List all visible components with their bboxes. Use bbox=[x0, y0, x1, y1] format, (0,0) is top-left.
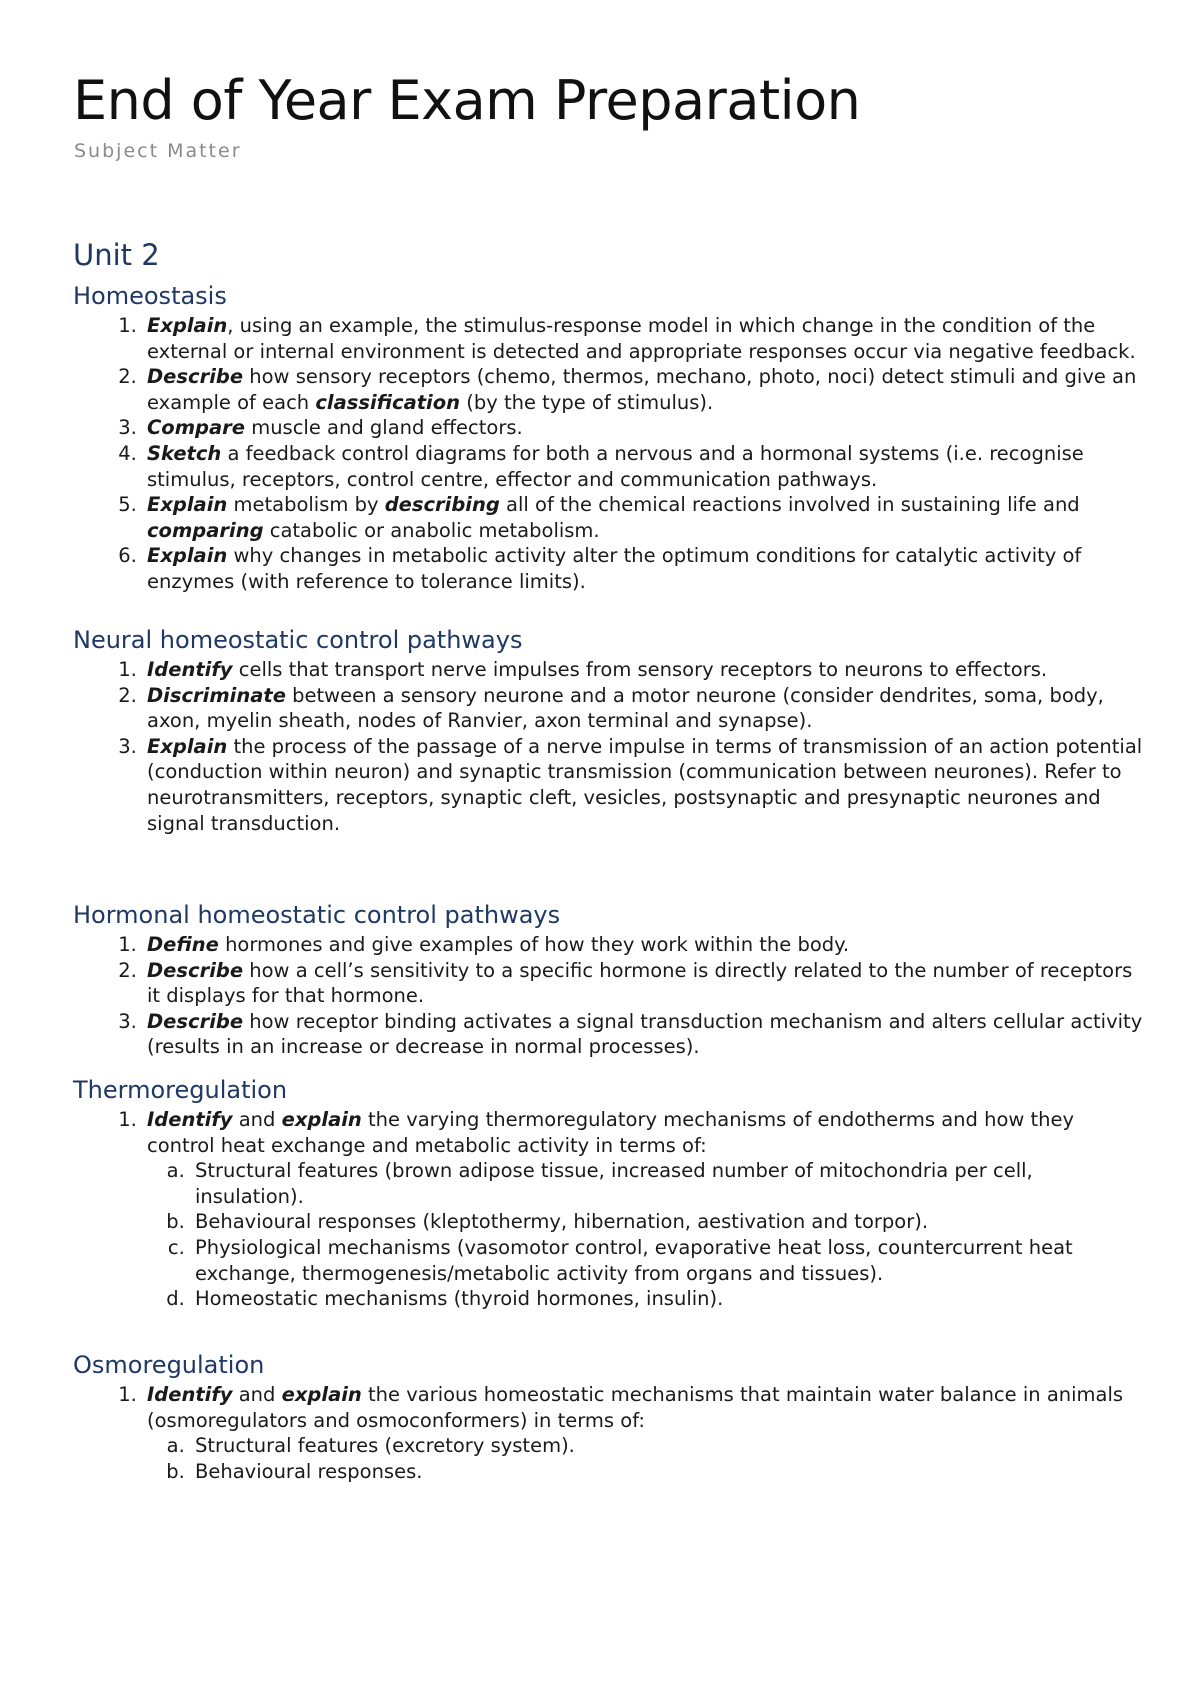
command-verb: Explain bbox=[147, 314, 228, 337]
objective-item bbox=[143, 364, 1143, 415]
command-verb: comparing bbox=[147, 518, 264, 542]
objective-item bbox=[143, 492, 1143, 543]
objective-list bbox=[73, 932, 1143, 1060]
command-verb: Identify bbox=[147, 1108, 233, 1131]
command-verb: explain bbox=[281, 1383, 362, 1406]
objective-text: how a cell’s sensitivity to a specific hormone is directly related to the number of receptors it displays for that hormone. bbox=[147, 958, 1133, 1008]
document-subtitle: Subject Matter bbox=[74, 140, 242, 162]
unit-heading: Unit 2 bbox=[73, 238, 160, 272]
objective-text: between a sensory neurone and a motor neurone (consider dendrites, soma, body, axon, myelin sheath, nodes of Ranvier, axon terminal and synapse). bbox=[147, 683, 1104, 733]
command-verb: Sketch bbox=[147, 441, 222, 465]
section-heading: Homeostasis bbox=[73, 282, 227, 310]
objective-list bbox=[73, 1107, 1143, 1312]
command-verb: describing bbox=[384, 493, 500, 517]
command-verb: Identify bbox=[147, 658, 233, 681]
section-homeostasis bbox=[73, 281, 1143, 595]
command-verb: Describe bbox=[147, 365, 244, 389]
objective-list bbox=[73, 313, 1143, 595]
objective-text: muscle and gland effectors. bbox=[245, 416, 523, 440]
objective-text: cells that transport nerve impulses from sensory receptors to neurons to effectors. bbox=[232, 658, 1048, 681]
sub-objective-list bbox=[147, 1433, 1143, 1484]
section-thermoregulation bbox=[73, 1075, 1143, 1312]
objective-text: the process of the passage of a nerve impulse in terms of transmission of an action potential (conduction within neuron) and synaptic transmission (communication between neurones). Refer to neurotransmitters, receptors, synaptic cleft, vesicles, postsynaptic and presynaptic neurones and signal transduction. bbox=[147, 734, 1143, 835]
objective-text: hormones and give examples of how they work within the body. bbox=[218, 933, 850, 956]
sub-objective-list bbox=[147, 1158, 1143, 1312]
command-verb: Discriminate bbox=[147, 683, 286, 707]
command-verb: Explain bbox=[147, 544, 228, 568]
objective-list bbox=[73, 1382, 1143, 1484]
section-hormonal-homeostatic-control-pathways bbox=[73, 900, 1143, 1060]
objective-text: catabolic or anabolic metabolism. bbox=[263, 518, 600, 542]
command-verb: Identify bbox=[147, 1383, 233, 1406]
objective-item bbox=[143, 1009, 1143, 1060]
objective-text: the varying thermoregulatory mechanisms of endotherms and how they control heat exchange and metabolic activity in terms of: bbox=[147, 1108, 1075, 1157]
objective-item bbox=[143, 543, 1143, 594]
command-verb: classification bbox=[315, 390, 461, 414]
objective-text: , using an example, the stimulus-response model in which change in the condition of the external or internal environment is detected and appropriate responses occur via negative feedback. bbox=[147, 314, 1136, 363]
section-heading: Osmoregulation bbox=[73, 1351, 265, 1379]
objective-item bbox=[143, 1107, 1143, 1312]
objective-item bbox=[143, 415, 1143, 441]
section-osmoregulation bbox=[73, 1350, 1143, 1484]
sub-objective-item: c. Physiological mechanisms (vasomotor control, evaporative heat loss, countercurrent heat exchange, thermogenesis/metabolic activity from organs and tissues). bbox=[191, 1235, 1143, 1286]
document-title: End of Year Exam Preparation bbox=[73, 69, 861, 132]
command-verb: Describe bbox=[147, 958, 244, 982]
objective-text: the various homeostatic mechanisms that maintain water balance in animals (osmoregulators and osmoconformers) in terms of: bbox=[147, 1383, 1124, 1432]
objective-text: (by the type of stimulus). bbox=[460, 390, 714, 414]
objective-item bbox=[143, 1382, 1143, 1484]
section-neural-homeostatic-control-pathways bbox=[73, 625, 1143, 836]
section-heading: Thermoregulation bbox=[73, 1076, 288, 1104]
sub-objective-item: b. Behavioural responses. bbox=[191, 1459, 1143, 1485]
objective-item bbox=[143, 441, 1143, 492]
objective-text: a feedback control diagrams for both a nervous and a hormonal systems (i.e. recognise stimulus, receptors, control centre, effector and communication pathways. bbox=[147, 441, 1084, 491]
objective-text: and bbox=[232, 1383, 282, 1406]
objective-item bbox=[143, 734, 1143, 836]
command-verb: Compare bbox=[147, 416, 245, 440]
command-verb: Describe bbox=[147, 1009, 244, 1033]
command-verb: Explain bbox=[147, 493, 228, 517]
command-verb: Explain bbox=[147, 734, 228, 758]
command-verb: Define bbox=[147, 933, 219, 956]
objective-text: how receptor binding activates a signal transduction mechanism and alters cellular activity (results in an increase or decrease in normal processes). bbox=[147, 1009, 1143, 1059]
objective-text: how sensory receptors (chemo, thermos, mechano, photo, noci) detect stimuli and give an example of each bbox=[147, 365, 1137, 414]
objective-list bbox=[73, 657, 1143, 836]
command-verb: explain bbox=[281, 1108, 362, 1131]
objective-text: why changes in metabolic activity alter the optimum conditions for catalytic activity of enzymes (with reference to tolerance limits). bbox=[147, 544, 1082, 593]
objective-item bbox=[143, 657, 1143, 683]
sub-objective-item: d. Homeostatic mechanisms (thyroid hormones, insulin). bbox=[191, 1286, 1143, 1312]
objective-item bbox=[143, 932, 1143, 958]
sub-objective-item: a. Structural features (brown adipose tissue, increased number of mitochondria per cell, insulation). bbox=[191, 1158, 1143, 1209]
objective-item bbox=[143, 313, 1143, 364]
objective-text: all of the chemical reactions involved in sustaining life and bbox=[499, 493, 1080, 517]
sub-objective-item: b. Behavioural responses (kleptothermy, hibernation, aestivation and torpor). bbox=[191, 1209, 1143, 1235]
objective-text: metabolism by bbox=[227, 493, 385, 517]
section-heading: Neural homeostatic control pathways bbox=[73, 626, 523, 654]
objective-text: and bbox=[232, 1108, 282, 1131]
section-heading: Hormonal homeostatic control pathways bbox=[73, 901, 561, 929]
objective-item bbox=[143, 958, 1143, 1009]
objective-item bbox=[143, 683, 1143, 734]
sub-objective-item: a. Structural features (excretory system). bbox=[191, 1433, 1143, 1459]
